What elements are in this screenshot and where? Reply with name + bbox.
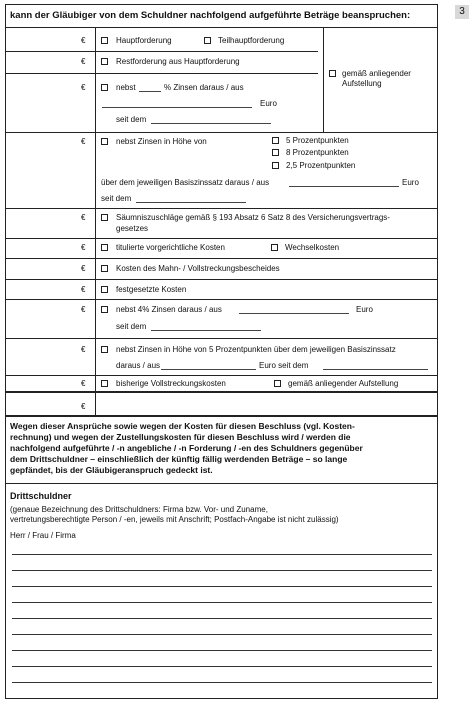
euro-sign: € (81, 137, 86, 146)
divider (6, 279, 437, 280)
divider (6, 338, 437, 339)
write-line[interactable] (12, 682, 432, 683)
label-restforderung: Restforderung aus Hauptforderung (116, 57, 240, 66)
euro-sign: € (81, 57, 86, 66)
label-teilhauptforderung: Teilhauptforderung (218, 36, 285, 45)
checkbox-zinsen[interactable] (101, 84, 108, 91)
drittschuldner-hint: vertretungsberechtigte Person / -en, jeweils mit Anschrift; Postfach-Angabe ist nicht zulässig) (10, 515, 339, 524)
checkbox-restforderung[interactable] (101, 58, 108, 65)
drittschuldner-salutation: Herr / Frau / Firma (10, 531, 76, 540)
euro-sign: € (81, 305, 86, 314)
pfaendung-paragraph (10, 421, 434, 476)
write-line[interactable] (12, 666, 432, 667)
checkbox-5-prozentpunkte-zinsen[interactable] (101, 346, 108, 353)
label-festgesetzte-kosten: festgesetzte Kosten (116, 285, 187, 294)
claims-form (5, 4, 438, 699)
input-zinssatz[interactable] (139, 91, 161, 92)
checkbox-mahnbescheid-kosten[interactable] (101, 265, 108, 272)
label-seit-dem: seit dem (116, 115, 147, 124)
checkbox-hauptforderung[interactable] (101, 37, 108, 44)
divider (6, 132, 437, 133)
label-basiszinssatz: über dem jeweiligen Basiszinssatz daraus / aus (101, 178, 270, 187)
divider (6, 391, 437, 393)
divider (6, 73, 318, 74)
paragraph-line: dem Drittschuldner – einschließlich der künftig fällig werdenden Beträge – so lange (10, 454, 348, 464)
input-datum[interactable] (151, 330, 261, 331)
divider (6, 238, 437, 239)
input-datum[interactable] (151, 123, 271, 124)
divider (6, 375, 437, 376)
label-8-prozentpunkte: 8 Prozentpunkten (286, 148, 349, 157)
label-wechselkosten: Wechselkosten (285, 243, 340, 252)
checkbox-festgesetzte-kosten[interactable] (101, 286, 108, 293)
checkbox-4-prozent-zinsen[interactable] (101, 306, 108, 313)
input-datum[interactable] (323, 369, 428, 370)
euro-sign: € (81, 379, 86, 388)
paragraph-line: gepfändet, bis der Gläubigeranspruch gedeckt ist. (10, 465, 213, 475)
euro-sign: € (81, 285, 86, 294)
label-anliegende-aufstellung: gemäß anliegender Aufstellung (342, 69, 411, 88)
label-gesetzes: gesetzes (116, 224, 149, 233)
write-line[interactable] (12, 586, 432, 587)
label-euro-seit-dem: Euro seit dem (259, 361, 309, 370)
checkbox-vollstreckungskosten[interactable] (101, 380, 108, 387)
divider (6, 415, 437, 417)
label-seit-dem: seit dem (116, 322, 147, 331)
checkbox-vorgerichtliche-kosten[interactable] (101, 244, 108, 251)
checkbox-5-prozentpunkte[interactable] (272, 137, 279, 144)
input-betrag[interactable] (102, 107, 252, 108)
write-line[interactable] (12, 570, 432, 571)
divider (6, 27, 437, 28)
checkbox-8-prozentpunkte[interactable] (272, 149, 279, 156)
checkbox-saeumniszuschlaege[interactable] (101, 214, 108, 221)
label-zinsen-daraus: % Zinsen daraus / aus (164, 83, 244, 92)
divider (6, 483, 437, 484)
euro-sign: € (81, 402, 86, 411)
input-datum[interactable] (136, 202, 246, 203)
label-nebst: nebst (116, 83, 136, 92)
label-saeumniszuschlaege: Säumniszuschläge gemäß § 193 Absatz 6 Satz 8 des Versicherungsvertrags- (116, 213, 390, 222)
drittschuldner-hint: (genaue Bezeichnung des Drittschuldners: Firma bzw. Vor- und Zuname, (10, 505, 268, 514)
label-2-5-prozentpunkte: 2,5 Prozentpunkten (286, 161, 356, 170)
label-mahnbescheid-kosten: Kosten des Mahn- / Vollstreckungsbescheides (116, 264, 280, 273)
label-euro: Euro (356, 305, 373, 314)
label-vollstreckungskosten: bisherige Vollstreckungskosten (116, 379, 226, 388)
input-betrag[interactable] (161, 369, 256, 370)
label-hauptforderung: Hauptforderung (116, 36, 172, 45)
input-betrag[interactable] (289, 186, 399, 187)
divider (6, 208, 437, 209)
label-anliegende-aufstellung-2: gemäß anliegender Aufstellung (288, 379, 399, 388)
write-line[interactable] (12, 618, 432, 619)
paragraph-line: Wegen dieser Ansprüche sowie wegen der Kosten für diesen Beschluss (vgl. Kosten- (10, 421, 355, 431)
label-euro: Euro (260, 99, 277, 108)
checkbox-wechselkosten[interactable] (271, 244, 278, 251)
euro-sign: € (81, 36, 86, 45)
write-line[interactable] (12, 554, 432, 555)
column-divider (95, 393, 96, 415)
checkbox-teilhauptforderung[interactable] (204, 37, 211, 44)
checkbox-basiszinsen[interactable] (101, 138, 108, 145)
euro-sign: € (81, 213, 86, 222)
euro-sign: € (81, 83, 86, 92)
label-4-prozent-zinsen: nebst 4% Zinsen daraus / aus (116, 305, 222, 314)
euro-sign: € (81, 345, 86, 354)
label-vorgerichtliche-kosten: titulierte vorgerichtliche Kosten (116, 243, 225, 252)
page-number: 3 (455, 5, 469, 19)
drittschuldner-title: Drittschuldner (10, 491, 72, 501)
euro-sign: € (81, 243, 86, 252)
checkbox-anliegende-aufstellung-2[interactable] (274, 380, 281, 387)
label-5-prozentpunkte-zinsen: nebst Zinsen in Höhe von 5 Prozentpunkten über dem jeweiligen Basiszinssatz (116, 345, 396, 354)
checkbox-anliegende-aufstellung[interactable] (329, 70, 336, 77)
label-seit-dem: seit dem (101, 194, 132, 203)
write-line[interactable] (12, 650, 432, 651)
column-divider-side (323, 27, 324, 133)
paragraph-line: nachfolgend aufgeführte / -n angebliche / -n Forderung / -en des Schuldners gegenüber (10, 443, 363, 453)
write-line[interactable] (12, 634, 432, 635)
divider (6, 51, 318, 52)
euro-sign: € (81, 264, 86, 273)
column-divider (95, 27, 96, 401)
checkbox-2-5-prozentpunkte[interactable] (272, 162, 279, 169)
label-zinsen-hoehe: nebst Zinsen in Höhe von (116, 137, 207, 146)
input-betrag[interactable] (239, 313, 349, 314)
divider (6, 299, 437, 300)
paragraph-line: rechnung) und wegen der Zustellungskosten für diesen Beschluss wird / werden die (10, 432, 351, 442)
divider (6, 258, 437, 259)
form-header: kann der Gläubiger von dem Schuldner nachfolgend aufgeführte Beträge beanspruchen: (10, 10, 411, 21)
label-5-prozentpunkte: 5 Prozentpunkten (286, 136, 349, 145)
write-line[interactable] (12, 602, 432, 603)
label-daraus-aus: daraus / aus (116, 361, 161, 370)
label-euro: Euro (402, 178, 419, 187)
